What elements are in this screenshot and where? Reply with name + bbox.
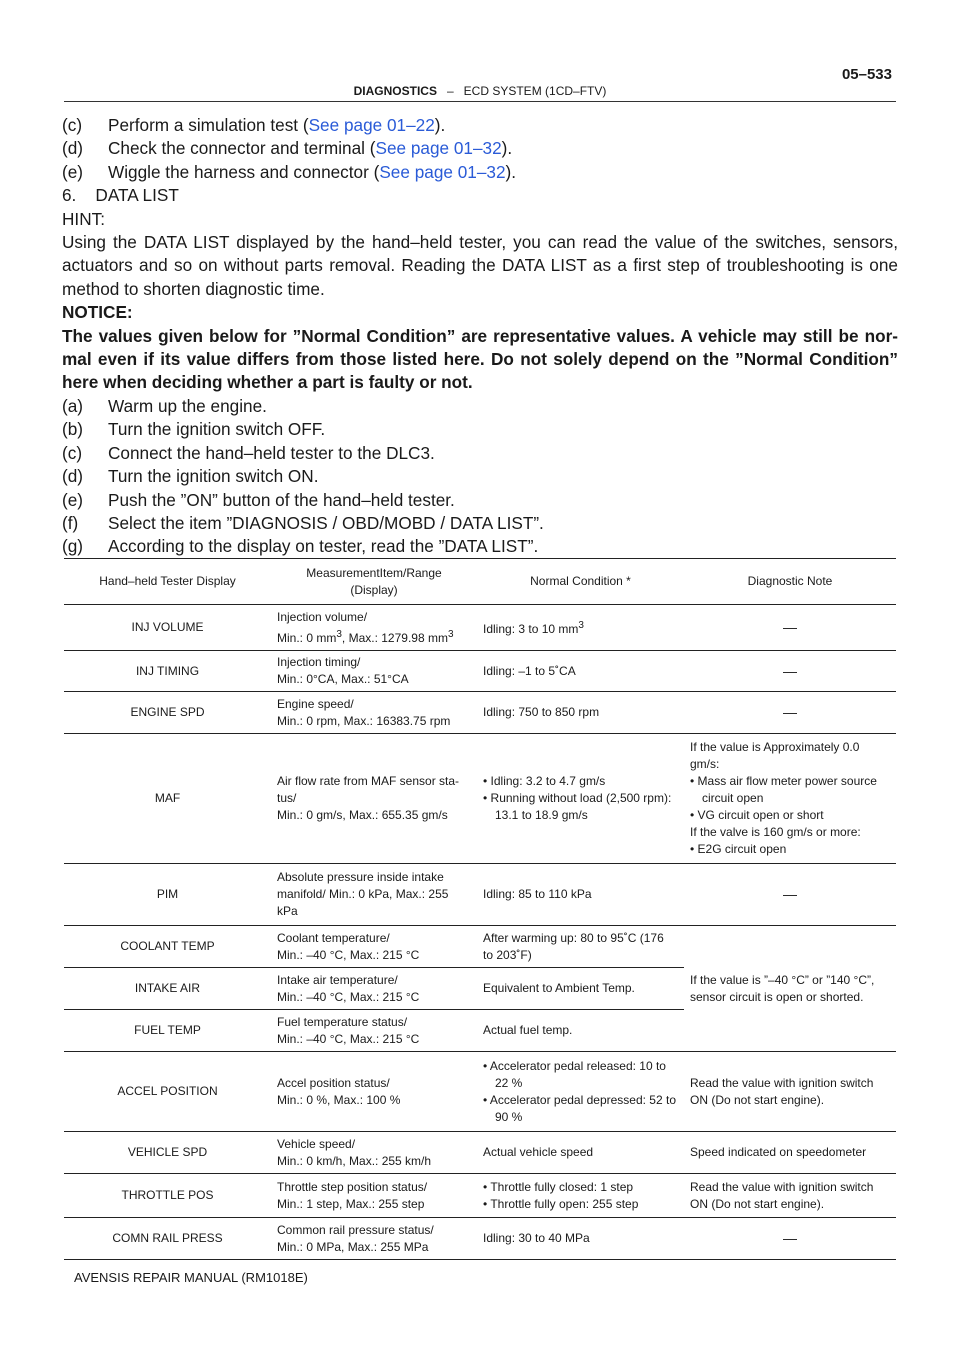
normal-bullet: • Throttle fully closed: 1 step — [483, 1179, 634, 1194]
step-text: Select the item ”DIAGNOSIS / OBD/MOBD / DATA LIST”. — [108, 512, 544, 533]
page-number: 05–533 — [841, 66, 892, 83]
step-text: According to the display on tester, read the ”DATA LIST”. — [108, 536, 539, 557]
cell-display: PIM — [64, 864, 271, 926]
step-label: (d) — [62, 138, 84, 159]
normal-line2: to 203˚F) — [483, 947, 532, 962]
cell-measurement — [271, 1010, 477, 1052]
cell-display: ENGINE SPD — [64, 692, 271, 734]
step-e — [62, 489, 898, 512]
cell-normal: Idling: 30 to 40 MPa — [477, 1218, 684, 1260]
cell-measurement — [271, 968, 477, 1010]
header-measurement-item — [271, 559, 477, 605]
normal-bullet: • Running without load (2,500 rpm): 13.1 to 18.9 gm/s — [483, 791, 672, 822]
measurement-line2: Min.: 1 step, Max.: 255 step — [277, 1196, 425, 1211]
document-body — [62, 114, 898, 559]
step-text: Wiggle the harness and connector ( — [108, 161, 380, 182]
step-e-wiggle — [62, 161, 898, 184]
page-header — [64, 66, 896, 98]
step-tail: ). — [505, 161, 517, 182]
note-line: If the valve is 160 gm/s or more: — [690, 825, 861, 839]
hint-label: HINT: — [62, 208, 105, 229]
step-text: Push the ”ON” button of the hand–held tester. — [108, 489, 455, 510]
note-bullet: • Mass air flow meter power source circuit open — [690, 774, 877, 805]
cell-normal — [477, 1052, 684, 1132]
header-measurement-line1: MeasurementItem/Range — [306, 565, 442, 580]
cell-note: — — [684, 651, 896, 692]
measurement-line2: Min.: 0 rpm, Max.: 16383.75 rpm — [277, 713, 451, 728]
measurement-min: Min.: 0 mm — [277, 630, 337, 645]
cell-normal: Idling: –1 to 5˚CA — [477, 651, 684, 692]
measurement-line2: Min.: 0 %, Max.: 100 % — [277, 1092, 401, 1107]
cell-normal — [477, 734, 684, 864]
cell-display: INJ VOLUME — [64, 605, 271, 651]
step-text: Connect the hand–held tester to the DLC3. — [108, 442, 435, 463]
measurement-line2: Min.: 0°CA, Max.: 51°CA — [277, 672, 409, 686]
measurement-line1: Injection volume/ — [277, 609, 368, 624]
cell-display: ACCEL POSITION — [64, 1052, 271, 1132]
step-label: (e) — [62, 489, 84, 510]
cell-display: INJ TIMING — [64, 651, 271, 692]
measurement-line1: Common rail pressure status/ — [277, 1222, 434, 1237]
cell-measurement — [271, 651, 477, 692]
notice-line: here when deciding whether a part is faulty or not. — [62, 372, 473, 393]
note-line2: ON (Do not start engine). — [690, 1196, 825, 1211]
note-bullet: • E2G circuit open — [690, 842, 787, 856]
step-label: (c) — [62, 442, 83, 463]
measurement-line2: Min.: 0 MPa, Max.: 255 MPa — [277, 1239, 429, 1254]
measurement-line2: Min.: –40 °C, Max.: 215 °C — [277, 989, 420, 1004]
header-tester-display: Hand–held Tester Display — [64, 559, 271, 605]
step-d-connector — [62, 137, 898, 160]
notice-label: NOTICE: — [62, 302, 133, 323]
measurement-line2: manifold/ Min.: 0 kPa, Max.: 255 — [277, 887, 449, 901]
cell-note: — — [684, 692, 896, 734]
step-label: (c) — [62, 115, 83, 135]
hint-line: actuators and so on without parts removal. Reading the DATA LIST as a first step of troubleshooting is one — [62, 255, 898, 276]
measurement-line1: Throttle step position status/ — [277, 1179, 428, 1194]
cell-normal — [477, 1174, 684, 1218]
cell-measurement — [271, 1132, 477, 1174]
normal-bullet: • Throttle fully open: 255 step — [483, 1196, 639, 1211]
normal-text: Idling: 3 to 10 mm — [483, 622, 579, 636]
note-bullet: • VG circuit open or short — [690, 808, 824, 822]
header-title — [64, 84, 896, 98]
superscript-3: 3 — [447, 628, 454, 640]
cell-note: — — [684, 605, 896, 651]
note-line1: Read the value with ignition switch — [690, 1075, 874, 1090]
step-f — [62, 512, 898, 535]
note-line2: ON (Do not start engine). — [690, 1092, 825, 1107]
step-text: Perform a simulation test ( — [108, 115, 309, 135]
step-label: (g) — [62, 536, 84, 557]
header-measurement-line2: (Display) — [350, 582, 398, 597]
step-c — [62, 442, 898, 465]
cell-note: — — [684, 1218, 896, 1260]
cell-display: VEHICLE SPD — [64, 1132, 271, 1174]
measurement-line2: Min.: –40 °C, Max.: 215 °C — [277, 947, 420, 962]
step-text: Turn the ignition switch OFF. — [108, 419, 326, 440]
see-page-link[interactable]: See page 01–32 — [379, 161, 506, 182]
cell-display: MAF — [64, 734, 271, 864]
header-normal-condition: Normal Condition * — [477, 559, 684, 605]
step-b — [62, 418, 898, 441]
table-row-throttle-pos — [64, 1174, 896, 1218]
table-row-inj-timing — [64, 651, 896, 692]
cell-measurement — [271, 1052, 477, 1132]
step-label: (d) — [62, 466, 84, 487]
measurement-line2: Min.: –40 °C, Max.: 215 °C — [277, 1031, 420, 1046]
measurement-line1: Air flow rate from MAF sensor sta- — [277, 774, 460, 788]
measurement-max: , Max.: 1279.98 mm — [341, 630, 448, 645]
cell-display: INTAKE AIR — [64, 968, 271, 1010]
step-g — [62, 535, 898, 558]
table-row-vehicle-spd — [64, 1132, 896, 1174]
superscript-3: 3 — [578, 620, 584, 631]
data-list-table — [64, 558, 896, 1260]
hint-line: method to shorten diagnostic time. — [62, 278, 325, 299]
measurement-line1: Vehicle speed/ — [277, 1136, 356, 1151]
cell-normal: Idling: 750 to 850 rpm — [477, 692, 684, 734]
measurement-line1: Accel position status/ — [277, 1075, 390, 1090]
cell-measurement — [271, 734, 477, 864]
note-line1: Read the value with ignition switch — [690, 1179, 874, 1194]
notice-line: The values given below for ”Normal Condition” are representative values. A vehicle may still be nor- — [62, 325, 898, 346]
measurement-line3: Min.: 0 gm/s, Max.: 655.35 gm/s — [277, 808, 448, 822]
cell-measurement — [271, 1218, 477, 1260]
step-label: (e) — [62, 161, 84, 182]
cell-normal: Idling: 85 to 110 kPa — [477, 864, 684, 926]
cell-note-temperature: If the value is ”–40 °C” or ”140 °C”, sensor circuit is open or shorted. — [684, 926, 896, 1052]
step-c-simulation — [62, 114, 898, 137]
cell-measurement — [271, 926, 477, 968]
table-row-comn-rail-press — [64, 1218, 896, 1260]
see-page-link[interactable]: See page 01–22 — [308, 115, 435, 135]
measurement-line2: tus/ — [277, 791, 297, 805]
header-section: DIAGNOSTICS — [353, 84, 437, 98]
header-diagnostic-note: Diagnostic Note — [684, 559, 896, 605]
section-title: 6. DATA LIST — [62, 185, 179, 206]
cell-normal — [477, 605, 684, 651]
table-row-pim — [64, 864, 896, 926]
normal-line1: After warming up: 80 to 95˚C (176 — [483, 930, 664, 945]
header-rule — [64, 101, 896, 102]
cell-note — [684, 1052, 896, 1132]
measurement-line1: Intake air temperature/ — [277, 972, 398, 987]
measurement-line1: Fuel temperature status/ — [277, 1014, 408, 1029]
table-row-inj-volume — [64, 605, 896, 651]
cell-measurement — [271, 864, 477, 926]
cell-display: FUEL TEMP — [64, 1010, 271, 1052]
cell-note — [684, 1174, 896, 1218]
header-separator: – — [446, 84, 454, 98]
cell-normal: Actual vehicle speed — [477, 1132, 684, 1174]
table-header-row — [64, 559, 896, 605]
measurement-line1: Engine speed/ — [277, 696, 354, 711]
cell-normal: Equivalent to Ambient Temp. — [477, 968, 684, 1010]
step-label: (b) — [62, 419, 84, 440]
step-text: Warm up the engine. — [108, 395, 267, 416]
notice-line: mal even if its value differs from those listed here. Do not solely depend on the ”Normal Condition” — [62, 349, 898, 370]
table-row-engine-spd — [64, 692, 896, 734]
hint-line: Using the DATA LIST displayed by the hand–held tester, you can read the value of the switches, sensors, — [62, 232, 898, 253]
step-label: (a) — [62, 395, 84, 416]
cell-measurement — [271, 1174, 477, 1218]
superscript-3: 3 — [336, 628, 342, 640]
step-d — [62, 465, 898, 488]
cell-measurement — [271, 605, 477, 651]
step-tail: ). — [501, 138, 513, 159]
cell-display: THROTTLE POS — [64, 1174, 271, 1218]
cell-display: COOLANT TEMP — [64, 926, 271, 968]
see-page-link[interactable]: See page 01–32 — [375, 138, 502, 159]
cell-normal — [477, 926, 684, 968]
cell-normal: Actual fuel temp. — [477, 1010, 684, 1052]
cell-note — [684, 734, 896, 864]
cell-note: Speed indicated on speedometer — [684, 1132, 896, 1174]
step-a — [62, 395, 898, 418]
measurement-line2: Min.: 0 km/h, Max.: 255 km/h — [277, 1153, 432, 1168]
table-row-accel-position — [64, 1052, 896, 1132]
note-line: If the value is Approximately 0.0 gm/s: — [690, 740, 860, 771]
cell-note: — — [684, 864, 896, 926]
cell-display: COMN RAIL PRESS — [64, 1218, 271, 1260]
measurement-line1: Coolant temperature/ — [277, 930, 390, 945]
step-text: Check the connector and terminal ( — [108, 138, 376, 159]
step-tail: ). — [434, 115, 446, 135]
normal-bullet: • Accelerator pedal depressed: 52 to 90 % — [483, 1092, 676, 1124]
header-subsection: ECD SYSTEM (1CD–FTV) — [463, 84, 607, 98]
measurement-line3: kPa — [277, 904, 298, 918]
cell-measurement — [271, 692, 477, 734]
normal-bullet: • Idling: 3.2 to 4.7 gm/s — [483, 774, 606, 788]
table-row-coolant-temp — [64, 926, 896, 968]
measurement-line1: Injection timing/ — [277, 655, 361, 669]
page-footer: AVENSIS REPAIR MANUAL (RM1018E) — [74, 1270, 308, 1285]
step-label: (f) — [62, 512, 79, 533]
step-text: Turn the ignition switch ON. — [108, 466, 319, 487]
table-row-maf — [64, 734, 896, 864]
measurement-line1: Absolute pressure inside intake — [277, 870, 444, 884]
normal-bullet: • Accelerator pedal released: 10 to 22 % — [483, 1058, 666, 1090]
